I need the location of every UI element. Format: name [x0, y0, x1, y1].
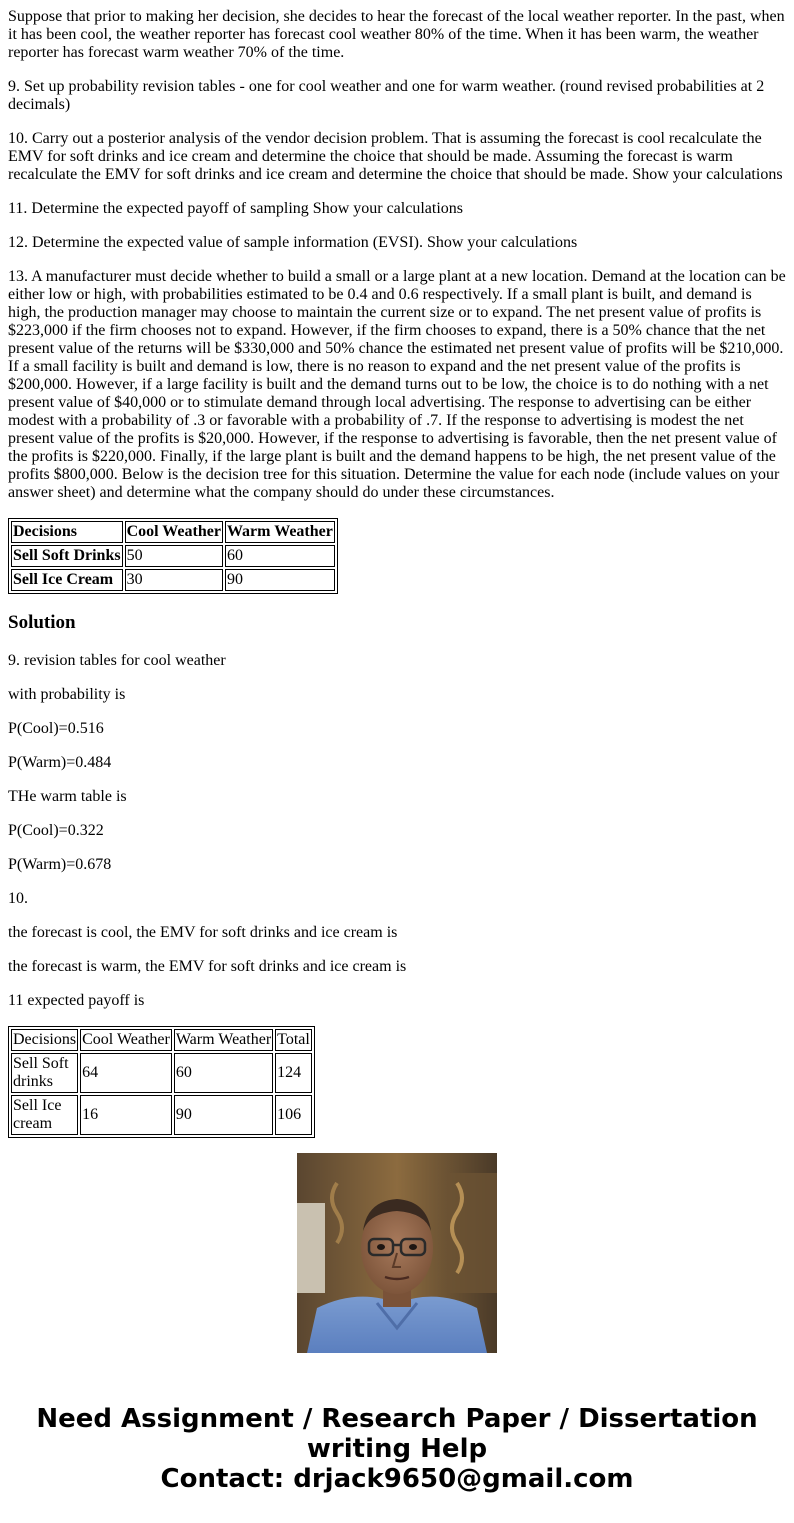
solution-line: with probability is [8, 686, 126, 703]
table-cell: 90 [174, 1095, 273, 1135]
expected-payoff-table [8, 1026, 315, 1138]
solution-line: P(Cool)=0.322 [8, 822, 104, 839]
table-header-cell: Cool Weather [125, 521, 223, 543]
table-row-label: Sell Ice Cream [11, 569, 123, 591]
question-12: 12. Determine the expected value of sample information (EVSI). Show your calculations [8, 234, 578, 251]
footer-line: writing Help [306, 1434, 488, 1464]
solution-line: P(Warm)=0.484 [8, 754, 112, 771]
table-cell: 124 [275, 1053, 312, 1093]
table-cell: 90 [225, 569, 335, 591]
table-row-label: Sell Soft Drinks [11, 545, 123, 567]
table-header-cell: Decisions [11, 521, 123, 543]
table-header-cell: Decisions [11, 1029, 78, 1051]
solution-heading: Solution [8, 612, 76, 633]
footer-banner [0, 1404, 794, 1494]
author-photo [297, 1153, 497, 1353]
footer-contact: Contact: drjack9650@gmail.com [160, 1464, 634, 1494]
table-header-cell: Warm Weather [225, 521, 335, 543]
table-cell: 106 [275, 1095, 312, 1135]
payoff-table [8, 518, 338, 594]
solution-line: P(Cool)=0.516 [8, 720, 104, 737]
table-row-label: Sell Ice cream [11, 1095, 78, 1135]
solution-line: P(Warm)=0.678 [8, 856, 112, 873]
table-header-cell: Warm Weather [174, 1029, 273, 1051]
solution-line: the forecast is warm, the EMV for soft drinks and ice cream is [8, 958, 407, 975]
question-10: 10. Carry out a posterior analysis of the vendor decision problem. That is assuming the forecast is cool recalculate the EMV for soft drinks and ice cream and determine the choice that should be made. Assuming the forecast is warm recalculate the EMV for soft drinks and ice cream and determine the choice that should be made. Show your calculations [8, 130, 783, 183]
table-header-row [11, 521, 335, 543]
table-header-cell: Total [275, 1029, 312, 1051]
document-content [8, 0, 786, 1132]
table-header-cell: Cool Weather [80, 1029, 172, 1051]
table-cell: 30 [125, 569, 223, 591]
table-cell: 60 [174, 1053, 273, 1093]
table-row [11, 1095, 312, 1135]
table-row [11, 545, 335, 567]
solution-line: THe warm table is [8, 788, 127, 805]
solution-line: 10. [8, 890, 28, 907]
solution-line: the forecast is cool, the EMV for soft drinks and ice cream is [8, 924, 398, 941]
table-row [11, 1053, 312, 1093]
portrait-image [297, 1153, 497, 1353]
table-cell: 16 [80, 1095, 172, 1135]
table-header-row [11, 1029, 312, 1051]
question-11: 11. Determine the expected payoff of sampling Show your calculations [8, 200, 463, 217]
question-9: 9. Set up probability revision tables - one for cool weather and one for warm weather. (round revised probabilities at 2 decimals) [8, 78, 765, 113]
table-cell: 60 [225, 545, 335, 567]
table-row-label: Sell Soft drinks [11, 1053, 78, 1093]
solution-line: 9. revision tables for cool weather [8, 652, 226, 669]
question-13: 13. A manufacturer must decide whether to build a small or a large plant at a new location. Demand at the location can be either low or high, with probabilities estimated to be 0.4 and 0.6 respectively. If a small plant is built, and demand is high, the production manager may choose to maintain the current size or to expand. The net present value of profits is $223,000 if the firm chooses not to expand. However, if the firm chooses to expand, there is a 50% chance that the net present value of the returns will be $330,000 and 50% chance the estimated net present value of profits will be $210,000. If a small facility is built and demand is low, there is no reason to expand and the net present value of the profits is $200,000. However, if a large facility is built and the demand turns out to be low, the choice is to do nothing with a net present value of $40,000 or to stimulate demand through local advertising. The response to advertising can be either modest with a probability of .3 or favorable with a probability of .7. If the response to advertising is modest the net present value of the profits is $20,000. However, if the response to advertising is favorable, then the net present value of the profits is $220,000. Finally, if the large plant is built and the demand happens to be high, the net present value of the profits $800,000. Below is the decision tree for this situation. Determine the value for each node (include values on your answer sheet) and determine what the company should do under these circumstances. [8, 268, 786, 501]
table-row [11, 569, 335, 591]
table-cell: 64 [80, 1053, 172, 1093]
solution-line: 11 expected payoff is [8, 992, 145, 1009]
footer-line: Need Assignment / Research Paper / Dissertation [36, 1404, 758, 1434]
intro-paragraph: Suppose that prior to making her decision, she decides to hear the forecast of the local weather reporter. In the past, when it has been cool, the weather reporter has forecast cool weather 80% of the time. When it has been warm, the weather reporter has forecast warm weather 70% of the time. [8, 8, 785, 61]
table-cell: 50 [125, 545, 223, 567]
